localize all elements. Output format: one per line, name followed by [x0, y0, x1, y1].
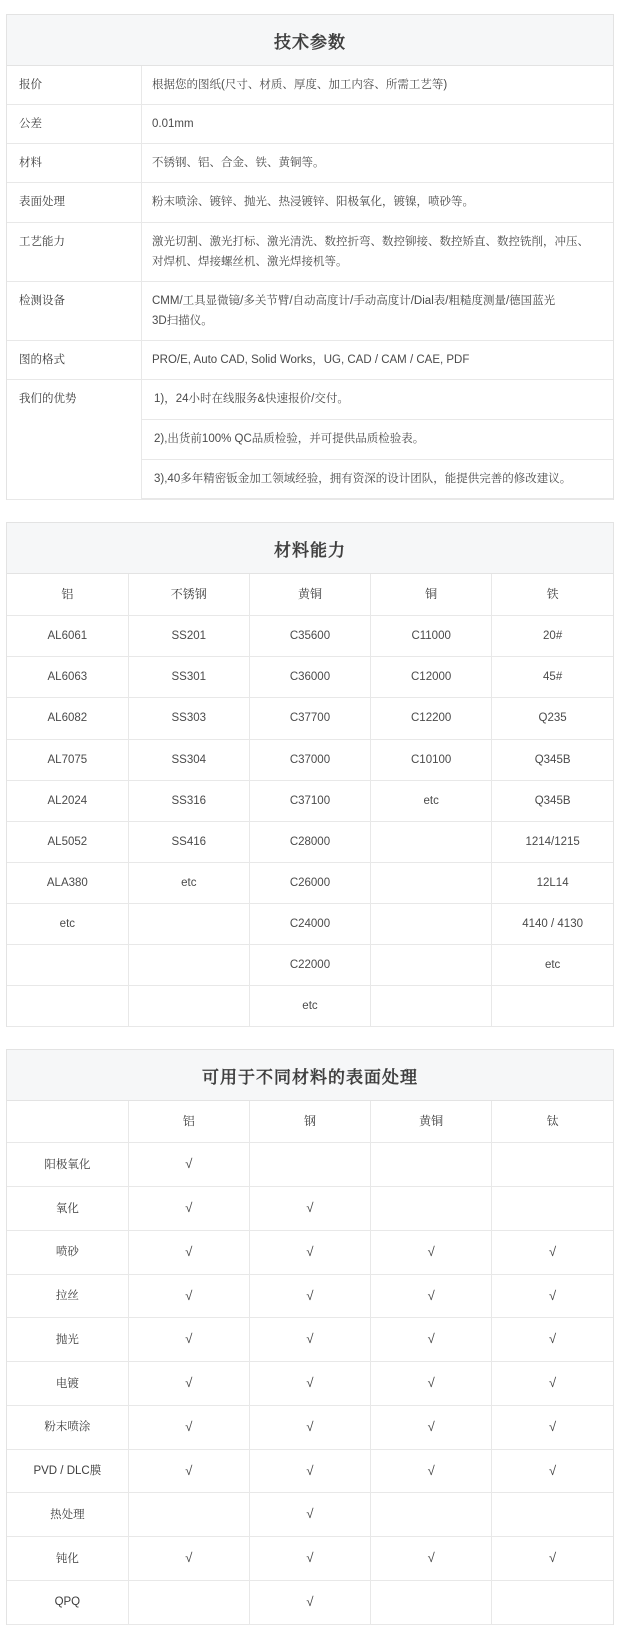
check-mark-icon: [492, 1405, 613, 1449]
column-header: 铁: [492, 574, 613, 616]
table-cell: etc: [7, 904, 128, 945]
check-mark-icon: [249, 1362, 370, 1406]
table-cell: [492, 986, 613, 1027]
check-mark-icon: [371, 1449, 492, 1493]
table-cell: SS316: [128, 780, 249, 821]
column-header: 铜: [371, 574, 492, 616]
table-cell: [371, 821, 492, 862]
table-row: [7, 1405, 613, 1449]
check-mark-icon: √: [549, 1331, 557, 1347]
check-mark-icon: √: [427, 1375, 435, 1391]
surface-treatment-name: 粉末喷涂: [7, 1405, 128, 1449]
table-row: [7, 616, 613, 657]
check-mark-icon: √: [185, 1287, 193, 1303]
check-mark-icon: √: [306, 1243, 314, 1259]
check-mark-icon: √: [185, 1418, 193, 1434]
check-mark-icon: [249, 1537, 370, 1581]
technical-parameters-body: [7, 66, 613, 500]
check-mark-icon: √: [549, 1243, 557, 1259]
table-cell: AL7075: [7, 739, 128, 780]
column-header: 不锈钢: [128, 574, 249, 616]
check-mark-icon: √: [427, 1287, 435, 1303]
table-row: [7, 1187, 613, 1231]
table-row: [7, 698, 613, 739]
check-mark-icon: [249, 1580, 370, 1624]
spec-value: [142, 341, 614, 380]
check-mark-icon: [371, 1230, 492, 1274]
check-mark-icon: √: [185, 1200, 193, 1216]
table-cell: 20#: [492, 616, 613, 657]
check-mark-icon: √: [549, 1287, 557, 1303]
surface-treatment-name: 喷砂: [7, 1230, 128, 1274]
surface-treatment-name: 抛光: [7, 1318, 128, 1362]
table-cell: [128, 945, 249, 986]
empty-cell: [371, 1143, 492, 1187]
check-mark-icon: [371, 1362, 492, 1406]
check-mark-icon: [492, 1318, 613, 1362]
check-mark-icon: [249, 1493, 370, 1537]
advantages-cell: [142, 380, 614, 500]
table-row: [7, 183, 613, 222]
check-mark-icon: √: [306, 1375, 314, 1391]
table-row: [7, 1143, 613, 1187]
table-row: [7, 780, 613, 821]
table-cell: C24000: [249, 904, 370, 945]
table-cell: C12000: [371, 657, 492, 698]
check-mark-icon: [128, 1449, 249, 1493]
spec-label-advantages: 我们的优势: [7, 380, 142, 500]
surface-treatment-name: 钝化: [7, 1537, 128, 1581]
check-mark-icon: √: [549, 1375, 557, 1391]
section-material-capability: [6, 522, 614, 1027]
check-mark-icon: [128, 1405, 249, 1449]
table-cell: AL6061: [7, 616, 128, 657]
section-surface-treatment: [6, 1049, 614, 1624]
table-row: [7, 341, 613, 380]
empty-cell: [371, 1493, 492, 1537]
check-mark-icon: [128, 1537, 249, 1581]
check-mark-icon: √: [306, 1287, 314, 1303]
table-cell: C22000: [249, 945, 370, 986]
spec-value-line: 不锈钢、铝、合金、铁、黄铜等。: [152, 157, 325, 170]
table-cell: [7, 945, 128, 986]
empty-cell: [492, 1580, 613, 1624]
table-cell: [371, 986, 492, 1027]
section-title-technical-parameters: 技术参数: [7, 15, 613, 66]
table-cell: Q235: [492, 698, 613, 739]
spec-value: [142, 222, 614, 281]
check-mark-icon: √: [427, 1550, 435, 1566]
table-row: [7, 281, 613, 340]
check-mark-icon: [128, 1318, 249, 1362]
check-mark-icon: [249, 1318, 370, 1362]
check-mark-icon: [492, 1362, 613, 1406]
table-row: [7, 105, 613, 144]
check-mark-icon: [492, 1274, 613, 1318]
table-cell: 45#: [492, 657, 613, 698]
empty-cell: [128, 1580, 249, 1624]
check-mark-icon: √: [185, 1550, 193, 1566]
surface-treatment-name: 拉丝: [7, 1274, 128, 1318]
technical-parameters-table: [7, 66, 613, 500]
spec-value: [142, 105, 614, 144]
column-header: 铝: [7, 574, 128, 616]
table-row-advantages: [7, 380, 613, 500]
table-row: [7, 821, 613, 862]
check-mark-icon: [128, 1274, 249, 1318]
table-cell: AL2024: [7, 780, 128, 821]
table-row: [7, 945, 613, 986]
table-row: [7, 144, 613, 183]
surface-treatment-name: PVD / DLC膜: [7, 1449, 128, 1493]
table-cell: SS201: [128, 616, 249, 657]
check-mark-icon: √: [306, 1550, 314, 1566]
check-mark-icon: √: [185, 1243, 193, 1259]
table-cell: C35600: [249, 616, 370, 657]
page-container: [0, 14, 620, 1625]
check-mark-icon: √: [427, 1418, 435, 1434]
spec-label: 材料: [7, 144, 142, 183]
check-mark-icon: √: [185, 1375, 193, 1391]
spec-label: 图的格式: [7, 341, 142, 380]
spec-label: 工艺能力: [7, 222, 142, 281]
section-technical-parameters: [6, 14, 614, 500]
check-mark-icon: [249, 1230, 370, 1274]
table-row: [7, 66, 613, 105]
surface-treatment-name: 氧化: [7, 1187, 128, 1231]
table-row: [7, 1493, 613, 1537]
surface-treatment-name: QPQ: [7, 1580, 128, 1624]
check-mark-icon: [371, 1537, 492, 1581]
list-item: 3),40多年精密钣金加工领域经验，拥有资深的设计团队，能提供完善的修改建议。: [142, 460, 613, 500]
table-cell: SS416: [128, 821, 249, 862]
table-cell: [371, 904, 492, 945]
check-mark-icon: [128, 1143, 249, 1187]
spec-label: 公差: [7, 105, 142, 144]
table-cell: SS303: [128, 698, 249, 739]
list-item: 2),出货前100% QC品质检验，并可提供品质检验表。: [142, 420, 613, 460]
table-cell: C37700: [249, 698, 370, 739]
empty-cell: [492, 1143, 613, 1187]
spec-value: [142, 66, 614, 105]
material-table-body: [7, 616, 613, 1027]
check-mark-icon: [249, 1187, 370, 1231]
column-header: 铝: [128, 1101, 249, 1143]
surface-treatment-name: 热处理: [7, 1493, 128, 1537]
check-mark-icon: [371, 1274, 492, 1318]
table-cell: C11000: [371, 616, 492, 657]
spec-value: [142, 183, 614, 222]
table-header-row: [7, 574, 613, 616]
check-mark-icon: [128, 1187, 249, 1231]
check-mark-icon: √: [306, 1506, 314, 1522]
table-cell: 12L14: [492, 862, 613, 903]
surface-treatment-name: 电镀: [7, 1362, 128, 1406]
spec-value-line: CMM/工具显微镜/多关节臂/自动高度计/手动高度计/Dial表/粗糙度测量/德国蓝光: [152, 294, 556, 307]
table-cell: C36000: [249, 657, 370, 698]
column-header: 黄铜: [371, 1101, 492, 1143]
empty-cell: [492, 1493, 613, 1537]
check-mark-icon: [249, 1274, 370, 1318]
check-mark-icon: [128, 1230, 249, 1274]
check-mark-icon: [128, 1362, 249, 1406]
check-mark-icon: [371, 1318, 492, 1362]
table-cell: C26000: [249, 862, 370, 903]
list-item: 1)，24小时在线服务&快速报价/交付。: [142, 380, 613, 420]
empty-cell: [128, 1493, 249, 1537]
check-mark-icon: [249, 1449, 370, 1493]
table-row: [7, 739, 613, 780]
table-cell: etc: [249, 986, 370, 1027]
table-cell: C37000: [249, 739, 370, 780]
surface-table-head: [7, 1101, 613, 1143]
check-mark-icon: √: [549, 1550, 557, 1566]
table-row: [7, 1449, 613, 1493]
table-cell: ALA380: [7, 862, 128, 903]
surface-treatment-name: 阳极氧化: [7, 1143, 128, 1187]
table-row: [7, 1537, 613, 1581]
table-row: [7, 1362, 613, 1406]
table-cell: C12200: [371, 698, 492, 739]
material-capability-table: [7, 574, 613, 1027]
table-cell: [371, 945, 492, 986]
check-mark-icon: [492, 1230, 613, 1274]
table-cell: 4140 / 4130: [492, 904, 613, 945]
table-cell: SS301: [128, 657, 249, 698]
table-row: [7, 1230, 613, 1274]
table-cell: 1214/1215: [492, 821, 613, 862]
material-table-head: [7, 574, 613, 616]
check-mark-icon: √: [185, 1462, 193, 1478]
spec-label: 检测设备: [7, 281, 142, 340]
check-mark-icon: √: [427, 1243, 435, 1259]
section-title-surface-treatment: 可用于不同材料的表面处理: [7, 1050, 613, 1101]
check-mark-icon: [371, 1405, 492, 1449]
table-cell: etc: [371, 780, 492, 821]
table-cell: [371, 862, 492, 903]
table-row: [7, 657, 613, 698]
table-cell: etc: [492, 945, 613, 986]
check-mark-icon: √: [306, 1462, 314, 1478]
check-mark-icon: √: [185, 1156, 193, 1172]
check-mark-icon: √: [306, 1200, 314, 1216]
table-cell: Q345B: [492, 780, 613, 821]
check-mark-icon: √: [549, 1462, 557, 1478]
table-row: [7, 904, 613, 945]
check-mark-icon: √: [185, 1331, 193, 1347]
table-cell: [128, 904, 249, 945]
spec-label: 表面处理: [7, 183, 142, 222]
column-header: 黄铜: [249, 574, 370, 616]
table-header-row: [7, 1101, 613, 1143]
empty-cell: [249, 1143, 370, 1187]
check-mark-icon: √: [427, 1462, 435, 1478]
check-mark-icon: √: [306, 1593, 314, 1609]
table-cell: C37100: [249, 780, 370, 821]
table-cell: AL6082: [7, 698, 128, 739]
spec-value-line: 激光切割、激光打标、激光清洗、数控折弯、数控铆接、数控矫直、数控铣削，冲压、: [152, 235, 589, 248]
table-row: [7, 862, 613, 903]
advantages-list: [142, 380, 613, 499]
spec-value-line: 粉末喷涂、镀锌、抛光、热浸镀锌、阳极氧化，镀镍，喷砂等。: [152, 196, 474, 209]
table-row: [7, 222, 613, 281]
table-row: [7, 986, 613, 1027]
check-mark-icon: √: [549, 1418, 557, 1434]
spec-value-line: 根据您的图纸(尺寸、材质、厚度、加工内容、所需工艺等): [152, 79, 448, 91]
empty-cell: [492, 1187, 613, 1231]
table-cell: [7, 986, 128, 1027]
empty-cell: [371, 1187, 492, 1231]
table-cell: [128, 986, 249, 1027]
table-cell: SS304: [128, 739, 249, 780]
table-cell: Q345B: [492, 739, 613, 780]
check-mark-icon: [492, 1537, 613, 1581]
spec-label: 报价: [7, 66, 142, 105]
spec-value-line: 3D扫描仪。: [152, 314, 213, 327]
table-cell: AL5052: [7, 821, 128, 862]
table-row: [7, 1580, 613, 1624]
column-header: 钛: [492, 1101, 613, 1143]
empty-cell: [371, 1580, 492, 1624]
spec-value-line: 0.01mm: [152, 118, 194, 131]
column-header-blank: [7, 1101, 128, 1143]
table-cell: etc: [128, 862, 249, 903]
check-mark-icon: √: [427, 1331, 435, 1347]
surface-table-body: [7, 1143, 613, 1624]
table-row: [7, 1274, 613, 1318]
check-mark-icon: √: [306, 1331, 314, 1347]
spec-value: [142, 144, 614, 183]
section-title-material-capability: 材料能力: [7, 523, 613, 574]
spec-value: [142, 281, 614, 340]
spec-value-line: PRO/E, Auto CAD, Solid Works，UG, CAD / CAM / CAE, PDF: [152, 354, 470, 366]
table-cell: AL6063: [7, 657, 128, 698]
check-mark-icon: [492, 1449, 613, 1493]
check-mark-icon: √: [306, 1418, 314, 1434]
surface-treatment-table: [7, 1101, 613, 1624]
spec-value-line: 对焊机、焊接螺丝机、激光焊接机等。: [152, 255, 348, 268]
table-row: [7, 1318, 613, 1362]
table-cell: C10100: [371, 739, 492, 780]
column-header: 钢: [249, 1101, 370, 1143]
table-cell: C28000: [249, 821, 370, 862]
check-mark-icon: [249, 1405, 370, 1449]
